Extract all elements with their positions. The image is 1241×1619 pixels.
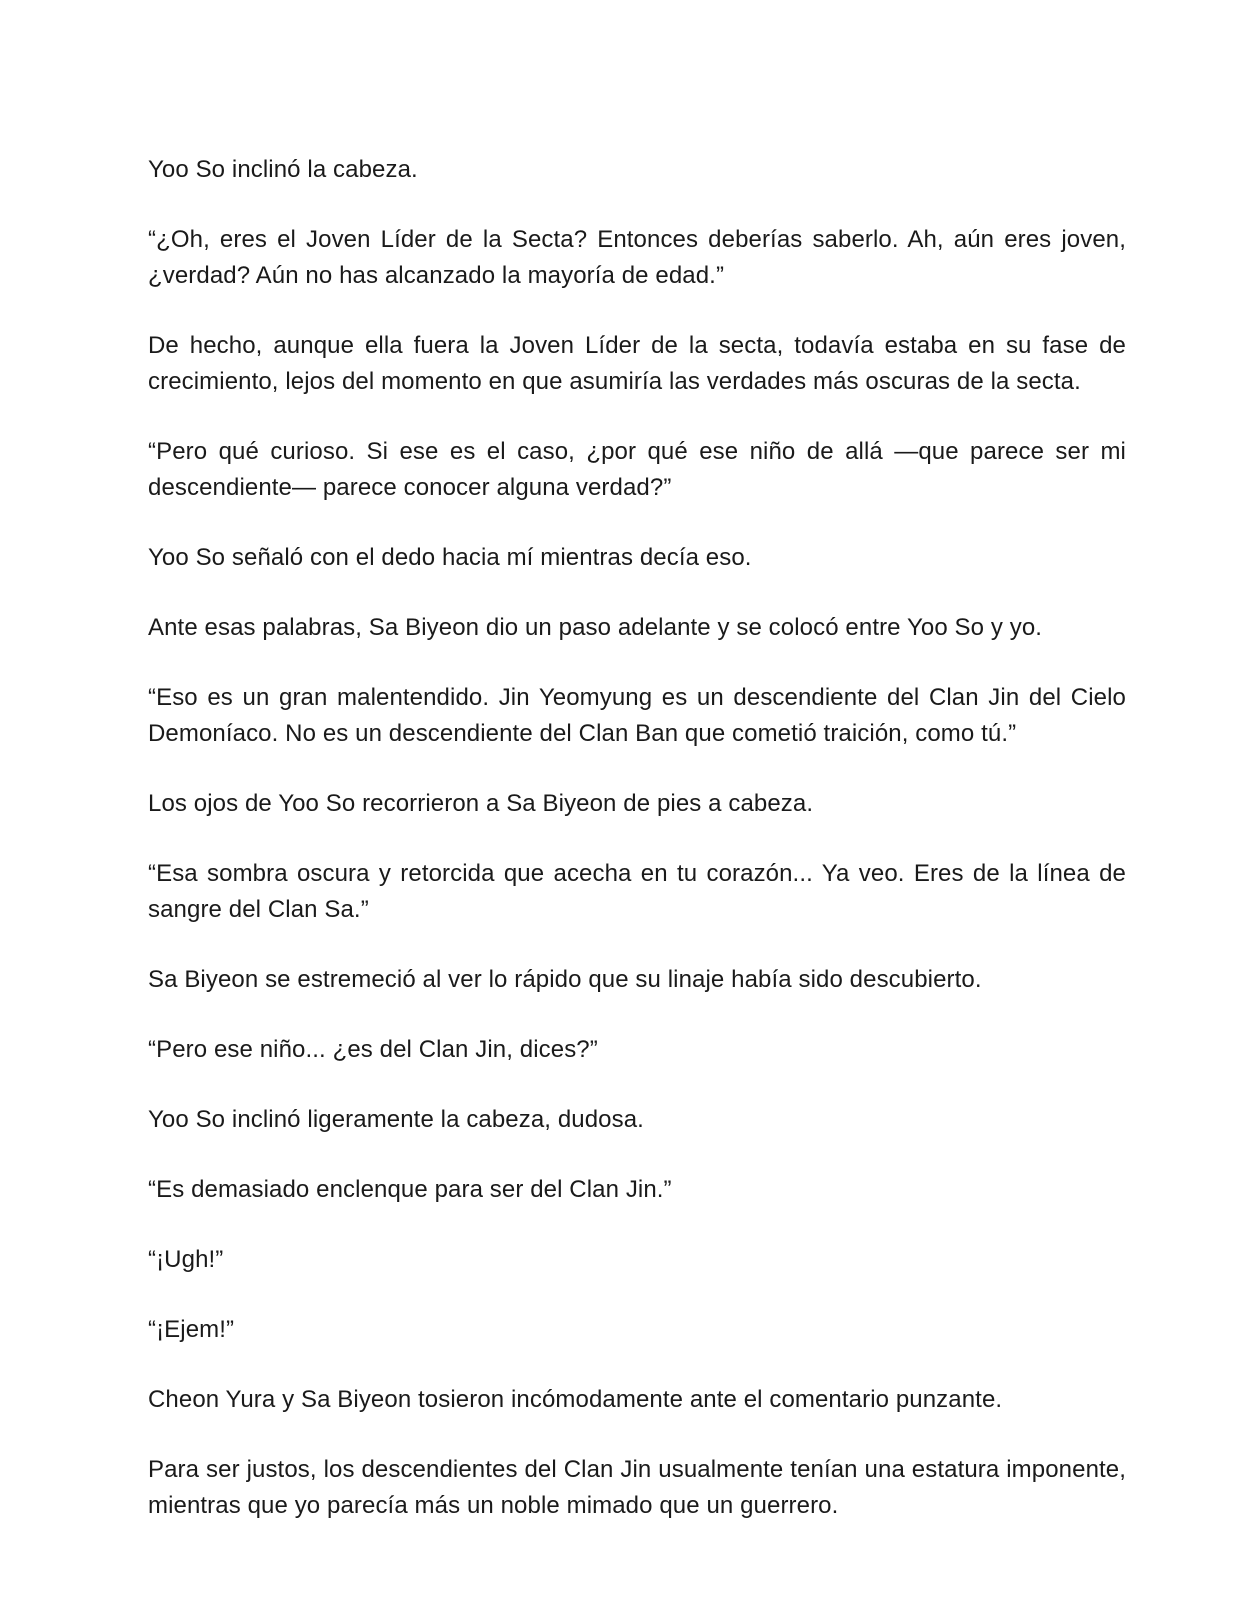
- paragraph: Cheon Yura y Sa Biyeon tosieron incómodamente ante el comentario punzante.: [148, 1386, 1003, 1413]
- paragraph: “¿Oh, eres el Joven Líder de la Secta? Entonces deberías saberlo. Ah, aún eres joven, ¿verdad? Aún no has alcanzado la mayoría de edad.”: [148, 226, 1126, 289]
- paragraph: “¡Ugh!”: [148, 1246, 224, 1273]
- paragraph: Para ser justos, los descendientes del Clan Jin usualmente tenían una estatura imponente, mientras que yo parecía más un noble mimado que un guerrero.: [148, 1456, 1126, 1519]
- paragraph: “Es demasiado enclenque para ser del Clan Jin.”: [148, 1176, 672, 1203]
- paragraph: “Pero ese niño... ¿es del Clan Jin, dices?”: [148, 1036, 598, 1063]
- paragraph: Yoo So inclinó la cabeza.: [148, 156, 418, 183]
- paragraph: “¡Ejem!”: [148, 1316, 235, 1343]
- paragraph: Yoo So inclinó ligeramente la cabeza, dudosa.: [148, 1106, 644, 1133]
- paragraph: Los ojos de Yoo So recorrieron a Sa Biyeon de pies a cabeza.: [148, 790, 814, 817]
- document-body: [148, 152, 1126, 1558]
- paragraph: De hecho, aunque ella fuera la Joven Líder de la secta, todavía estaba en su fase de crecimiento, lejos del momento en que asumiría las verdades más oscuras de la secta.: [148, 332, 1126, 395]
- paragraph: Sa Biyeon se estremeció al ver lo rápido que su linaje había sido descubierto.: [148, 966, 982, 993]
- paragraph: “Pero qué curioso. Si ese es el caso, ¿por qué ese niño de allá —que parece ser mi descendiente— parece conocer alguna verdad?”: [148, 438, 1126, 501]
- paragraph: “Esa sombra oscura y retorcida que acecha en tu corazón... Ya veo. Eres de la línea de sangre del Clan Sa.”: [148, 860, 1126, 923]
- paragraph: Ante esas palabras, Sa Biyeon dio un paso adelante y se colocó entre Yoo So y yo.: [148, 614, 1043, 641]
- paragraph: “Eso es un gran malentendido. Jin Yeomyung es un descendiente del Clan Jin del Cielo Demoníaco. No es un descendiente del Clan Ban que cometió traición, como tú.”: [148, 684, 1126, 747]
- paragraph: Yoo So señaló con el dedo hacia mí mientras decía eso.: [148, 544, 752, 571]
